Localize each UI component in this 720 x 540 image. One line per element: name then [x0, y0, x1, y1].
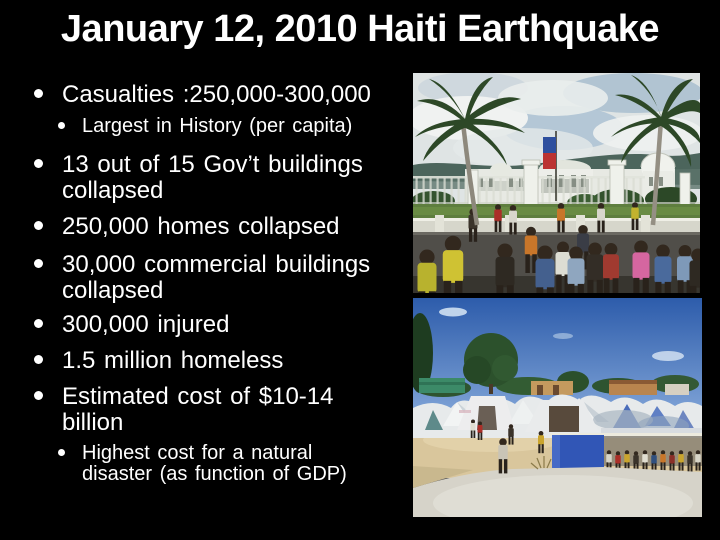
bullet-marker	[58, 122, 65, 129]
bullet-marker	[34, 159, 43, 168]
bullet-text: 250,000 homes collapsed	[62, 213, 340, 240]
bullet-item	[28, 152, 394, 204]
bullet-text: Casualties :250,000-300,000	[62, 81, 371, 108]
bullet-marker	[34, 319, 43, 328]
bullet-text: 300,000 injured	[62, 311, 230, 338]
bullet-marker	[34, 89, 43, 98]
bullet-item	[28, 214, 394, 240]
bullet-text: 13 out of 15 Gov’t buildings collapsed	[62, 151, 363, 204]
bullet-item	[28, 312, 394, 338]
bullet-text: 30,000 commercial buildings collapsed	[62, 251, 371, 304]
bullet-text: Largest in History (per capita)	[82, 115, 353, 137]
bullet-marker	[34, 259, 43, 268]
bullet-text: 1.5 million homeless	[62, 347, 284, 374]
bullet-item	[28, 348, 394, 374]
tent-camp-photo-art	[413, 298, 702, 517]
bullet-item	[54, 116, 366, 137]
bullet-text: Highest cost for a natural disaster (as function of GDP)	[82, 442, 347, 485]
palace-photo	[413, 73, 700, 293]
bullet-marker	[34, 355, 43, 364]
palace-photo-art	[413, 73, 700, 293]
bullet-marker	[34, 391, 43, 400]
bullet-item	[28, 384, 394, 436]
bullet-text: Estimated cost of $10-14 billion	[62, 383, 334, 436]
bullet-marker	[58, 449, 65, 456]
bullet-item	[28, 252, 394, 304]
bullet-marker	[34, 221, 43, 230]
bullet-item	[54, 443, 366, 485]
bullet-item	[28, 82, 394, 108]
slide-title: January 12, 2010 Haiti Earthquake	[60, 8, 660, 50]
tent-camp-photo	[413, 298, 702, 517]
bullet-list	[28, 82, 410, 485]
